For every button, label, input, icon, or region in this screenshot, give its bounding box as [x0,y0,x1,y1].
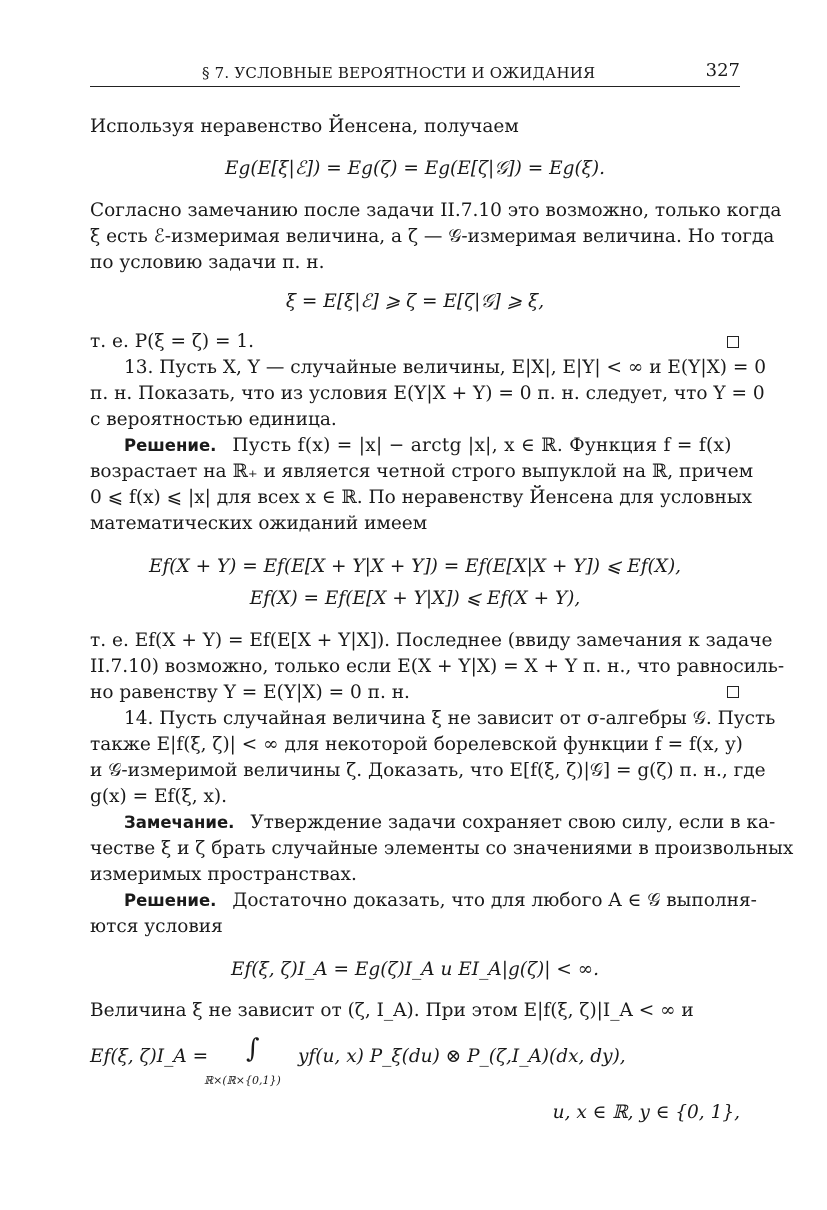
text-line: g(x) = Ef(ξ, x). [90,786,228,807]
text-line: по условию задачи п. н. [90,252,325,273]
solution-line [124,888,757,914]
text-line: п. н. Показать, что из условия E(Y|X + Y) = 0 п. н. следует, что Y = 0 [90,383,765,404]
text-span: Утверждение задачи сохраняет свою силу, если в ка- [250,812,776,833]
equation-right: yf(u, x) P_ξ(du) ⊗ P_(ζ,I_A)(dx, dy), [298,1046,626,1067]
text-line: 0 ⩽ f(x) ⩽ |x| для всех x ∈ ℝ. По неравенству Йенсена для условных [90,487,753,508]
page-number: 327 [705,60,740,81]
solution-line [124,433,740,459]
equation: Ef(ξ, ζ)I_A = Eg(ζ)I_A и EI_A|g(ζ)| < ∞. [230,959,600,980]
text-line: II.7.10) возможно, только если E(X + Y|X) = X + Y п. н., что равносиль- [90,656,785,677]
equation: Ef(X + Y) = Ef(E[X + Y|X + Y]) = Ef(E[X|X + Y]) ⩽ Ef(X), [148,556,682,577]
qed-square-icon [727,686,739,698]
running-header [90,58,740,87]
solution-label: Решение. [124,436,217,455]
text-line: честве ξ и ζ брать случайные элементы со значениями в произвольных [90,838,794,859]
remark-line [124,810,776,836]
text-line: измеримых пространствах. [90,864,357,885]
text-line: ξ есть ℰ-измеримая величина, а ζ — 𝒢-измеримая величина. Но тогда [90,226,775,247]
text-line: Согласно замечанию после задачи II.7.10 это возможно, только когда [90,200,782,221]
text-line: Используя неравенство Йенсена, получаем [90,116,519,137]
problem-13: 13. Пусть X, Y — случайные величины, E|X|, E|Y| < ∞ и E(Y|X) = 0 [124,357,767,378]
integral-sign: ∫ [246,1034,260,1064]
equation: u, x ∈ ℝ, y ∈ {0, 1}, [552,1102,740,1123]
equation: Eg(E[ξ|ℰ]) = Eg(ζ) = Eg(E[ζ|𝒢]) = Eg(ξ). [225,158,605,179]
remark-label: Замечание. [124,813,235,832]
text-line: математических ожиданий имеем [90,513,428,534]
problem-14: 14. Пусть случайная величина ξ не зависит от σ-алгебры 𝒢. Пусть [124,708,776,729]
text-line: т. е. P(ξ = ζ) = 1. [90,331,254,352]
text-line: возрастает на ℝ₊ и является четной строго выпуклой на ℝ, причем [90,461,754,482]
equation: Ef(X) = Ef(E[X + Y|X]) ⩽ Ef(X + Y), [249,588,581,609]
integral-domain: ℝ×(ℝ×{0,1}) [204,1074,281,1087]
text-line: с вероятностью единица. [90,409,337,430]
text-span: Достаточно доказать, что для любого A ∈ 𝒢 выполня- [232,890,757,911]
solution-label: Решение. [124,891,217,910]
text-line: Величина ξ не зависит от (ζ, I_A). При этом E|f(ξ, ζ)|I_A < ∞ и [90,1000,694,1021]
header-title: § 7. УСЛОВНЫЕ ВЕРОЯТНОСТИ И ОЖИДАНИЯ [202,64,596,82]
text-span: Пусть f(x) = |x| − arctg |x|, x ∈ ℝ. Функция f = f(x) [232,435,732,456]
text-line: т. е. Ef(X + Y) = Ef(E[X + Y|X]). Последнее (ввиду замечания к задаче [90,630,773,651]
text-line: ются условия [90,916,223,937]
text-line: и 𝒢-измеримой величины ζ. Доказать, что E[f(ξ, ζ)|𝒢] = g(ζ) п. н., где [90,760,766,781]
equation: ξ = E[ξ|ℰ] ⩾ ζ = E[ζ|𝒢] ⩾ ξ, [285,291,545,312]
equation-left: Ef(ξ, ζ)I_A = [90,1046,209,1067]
text-line: но равенству Y = E(Y|X) = 0 п. н. [90,682,410,703]
text-line: также E|f(ξ, ζ)| < ∞ для некоторой борелевской функции f = f(x, y) [90,734,743,755]
qed-square-icon [727,336,739,348]
